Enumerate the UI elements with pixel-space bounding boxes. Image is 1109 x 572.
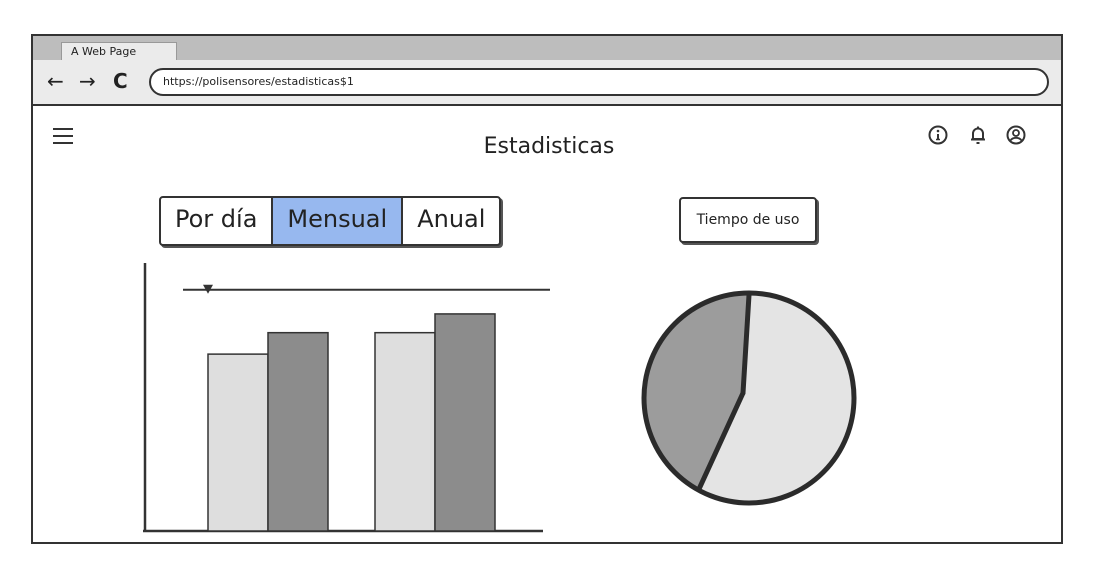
forward-arrow-icon[interactable]: → (79, 69, 96, 93)
reload-icon[interactable]: C (113, 69, 128, 93)
info-icon[interactable] (927, 124, 949, 146)
back-arrow-icon[interactable]: ← (47, 69, 64, 93)
browser-toolbar (33, 60, 1061, 106)
browser-window (31, 34, 1063, 544)
bar-series-1-group-2 (375, 333, 435, 531)
user-icon[interactable] (1005, 124, 1027, 146)
period-option-anual[interactable]: Anual (401, 198, 499, 244)
period-option-por-dia[interactable]: Por día (175, 205, 258, 233)
pie-chart (637, 286, 861, 510)
period-option-mensual[interactable]: Mensual (271, 198, 401, 244)
tab-strip (33, 36, 1061, 60)
period-selector (159, 196, 501, 246)
bar-series-1-group-1 (208, 354, 268, 531)
bar-series-2-group-1 (268, 333, 328, 531)
bar-chart (133, 258, 563, 538)
tiempo-de-uso-button[interactable]: Tiempo de uso (679, 197, 817, 243)
address-bar[interactable]: https://polisensores/estadisticas$1 (149, 68, 1049, 96)
bell-icon[interactable] (967, 124, 989, 146)
browser-tab[interactable]: A Web Page (61, 42, 177, 60)
bar-series-2-group-2 (435, 314, 495, 531)
page-title: Estadisticas (483, 134, 615, 159)
